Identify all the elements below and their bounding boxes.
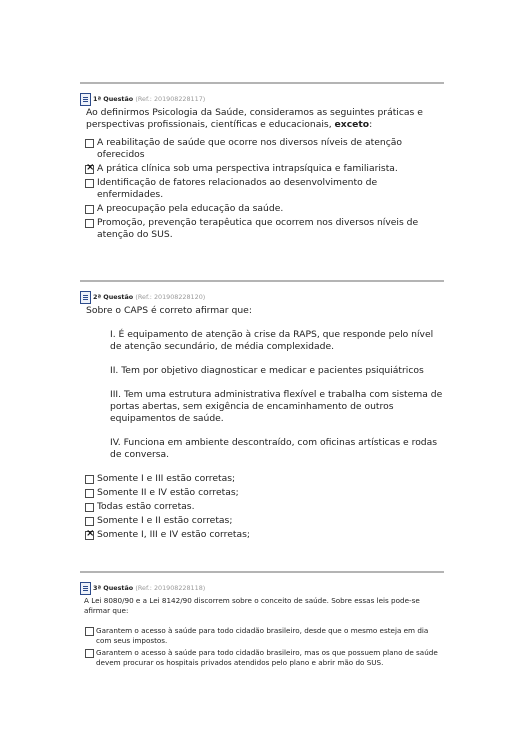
option-a[interactable]: A reabilitação de saúde que ocorre nos diversos níveis de atenção oferecidos bbox=[85, 137, 444, 161]
question-3 bbox=[80, 571, 444, 670]
option-b[interactable]: Garantem o acesso à saúde para todo cidadão brasileiro, mas os que possuem plano de saúde devem procurar os hospitais privados atendidos pelo plano e abrir mão do SUS. bbox=[85, 648, 444, 667]
checkbox[interactable] bbox=[85, 489, 94, 498]
option-b[interactable]: × A prática clínica sob uma perspectiva intrapsíquica e familiarista. bbox=[85, 163, 444, 175]
question-2 bbox=[80, 280, 444, 543]
option-a[interactable]: Somente I e III estão corretas; bbox=[85, 473, 444, 485]
document-icon bbox=[80, 291, 91, 304]
question-header bbox=[80, 93, 444, 107]
checkbox[interactable] bbox=[85, 517, 94, 526]
option-d[interactable]: A preocupação pela educação da saúde. bbox=[85, 203, 444, 215]
question-number: 2ª Questão (Ref.: 201908228120) bbox=[93, 293, 206, 301]
checkbox[interactable] bbox=[85, 627, 94, 636]
stem-emphasis: exceto bbox=[334, 119, 370, 130]
question-header bbox=[80, 582, 444, 596]
checkbox[interactable] bbox=[85, 205, 94, 214]
section-divider bbox=[80, 82, 444, 84]
statement-4: IV. Funciona em ambiente descontraído, com oficinas artísticas e rodas de conversa. bbox=[110, 437, 438, 460]
checkbox[interactable] bbox=[85, 649, 94, 658]
question-ref: (Ref.: 201908228120) bbox=[135, 293, 206, 301]
section-divider bbox=[80, 571, 444, 573]
question-ref: (Ref.: 201908228117) bbox=[135, 95, 206, 103]
option-c[interactable]: Identificação de fatores relacionados ao desenvolvimento de enfermidades. bbox=[85, 177, 444, 201]
question-ref: (Ref.: 201908228118) bbox=[135, 584, 206, 592]
option-d[interactable]: Somente I e II estão corretas; bbox=[85, 515, 444, 527]
statement-1: I. É equipamento de atenção à crise da RAPS, que responde pelo nível de atenção secundário, de média complexidade. bbox=[110, 329, 434, 352]
checkbox[interactable] bbox=[85, 219, 94, 228]
options-list bbox=[85, 137, 444, 241]
document-icon bbox=[80, 582, 91, 595]
statement-2: II. Tem por objetivo diagnosticar e medicar e pacientes psiquiátricos bbox=[110, 365, 424, 376]
option-e[interactable]: Promoção, prevenção terapêutica que ocorrem nos diversos níveis de atenção do SUS. bbox=[85, 217, 444, 241]
checkbox-checked[interactable] bbox=[85, 531, 94, 540]
question-stem: A Lei 8080/90 e a Lei 8142/90 discorrem sobre o conceito de saúde. Sobre essas leis pode-se afirmar que: bbox=[84, 596, 420, 615]
question-header bbox=[80, 291, 444, 305]
option-b[interactable]: Somente II e IV estão corretas; bbox=[85, 487, 444, 499]
checkbox-checked[interactable] bbox=[85, 165, 94, 174]
options-list bbox=[85, 626, 444, 667]
question-number: 1ª Questão (Ref.: 201908228117) bbox=[93, 95, 206, 103]
checkbox[interactable] bbox=[85, 139, 94, 148]
checkbox[interactable] bbox=[85, 503, 94, 512]
option-a[interactable]: Garantem o acesso à saúde para todo cidadão brasileiro, desde que o mesmo esteja em dia com seus impostos. bbox=[85, 626, 444, 645]
checkbox[interactable] bbox=[85, 475, 94, 484]
option-c[interactable]: Todas estão corretas. bbox=[85, 501, 444, 513]
document-icon bbox=[80, 93, 91, 106]
statement-3: III. Tem uma estrutura administrativa flexível e trabalha com sistema de portas abertas, sem exigência de encaminhamento de outros equipamentos de saúde. bbox=[110, 389, 443, 424]
question-1 bbox=[80, 82, 444, 243]
checkbox[interactable] bbox=[85, 179, 94, 188]
question-number: 3ª Questão (Ref.: 201908228118) bbox=[93, 584, 206, 592]
question-stem: Sobre o CAPS é correto afirmar que: bbox=[86, 305, 252, 316]
statement-list bbox=[110, 329, 444, 461]
options-list bbox=[85, 473, 444, 541]
question-stem: Ao definirmos Psicologia da Saúde, consideramos as seguintes práticas e perspectivas profissionais, científicas e educacionais, exceto: bbox=[86, 107, 423, 130]
section-divider bbox=[80, 280, 444, 282]
option-e[interactable]: × Somente I, III e IV estão corretas; bbox=[85, 529, 444, 541]
